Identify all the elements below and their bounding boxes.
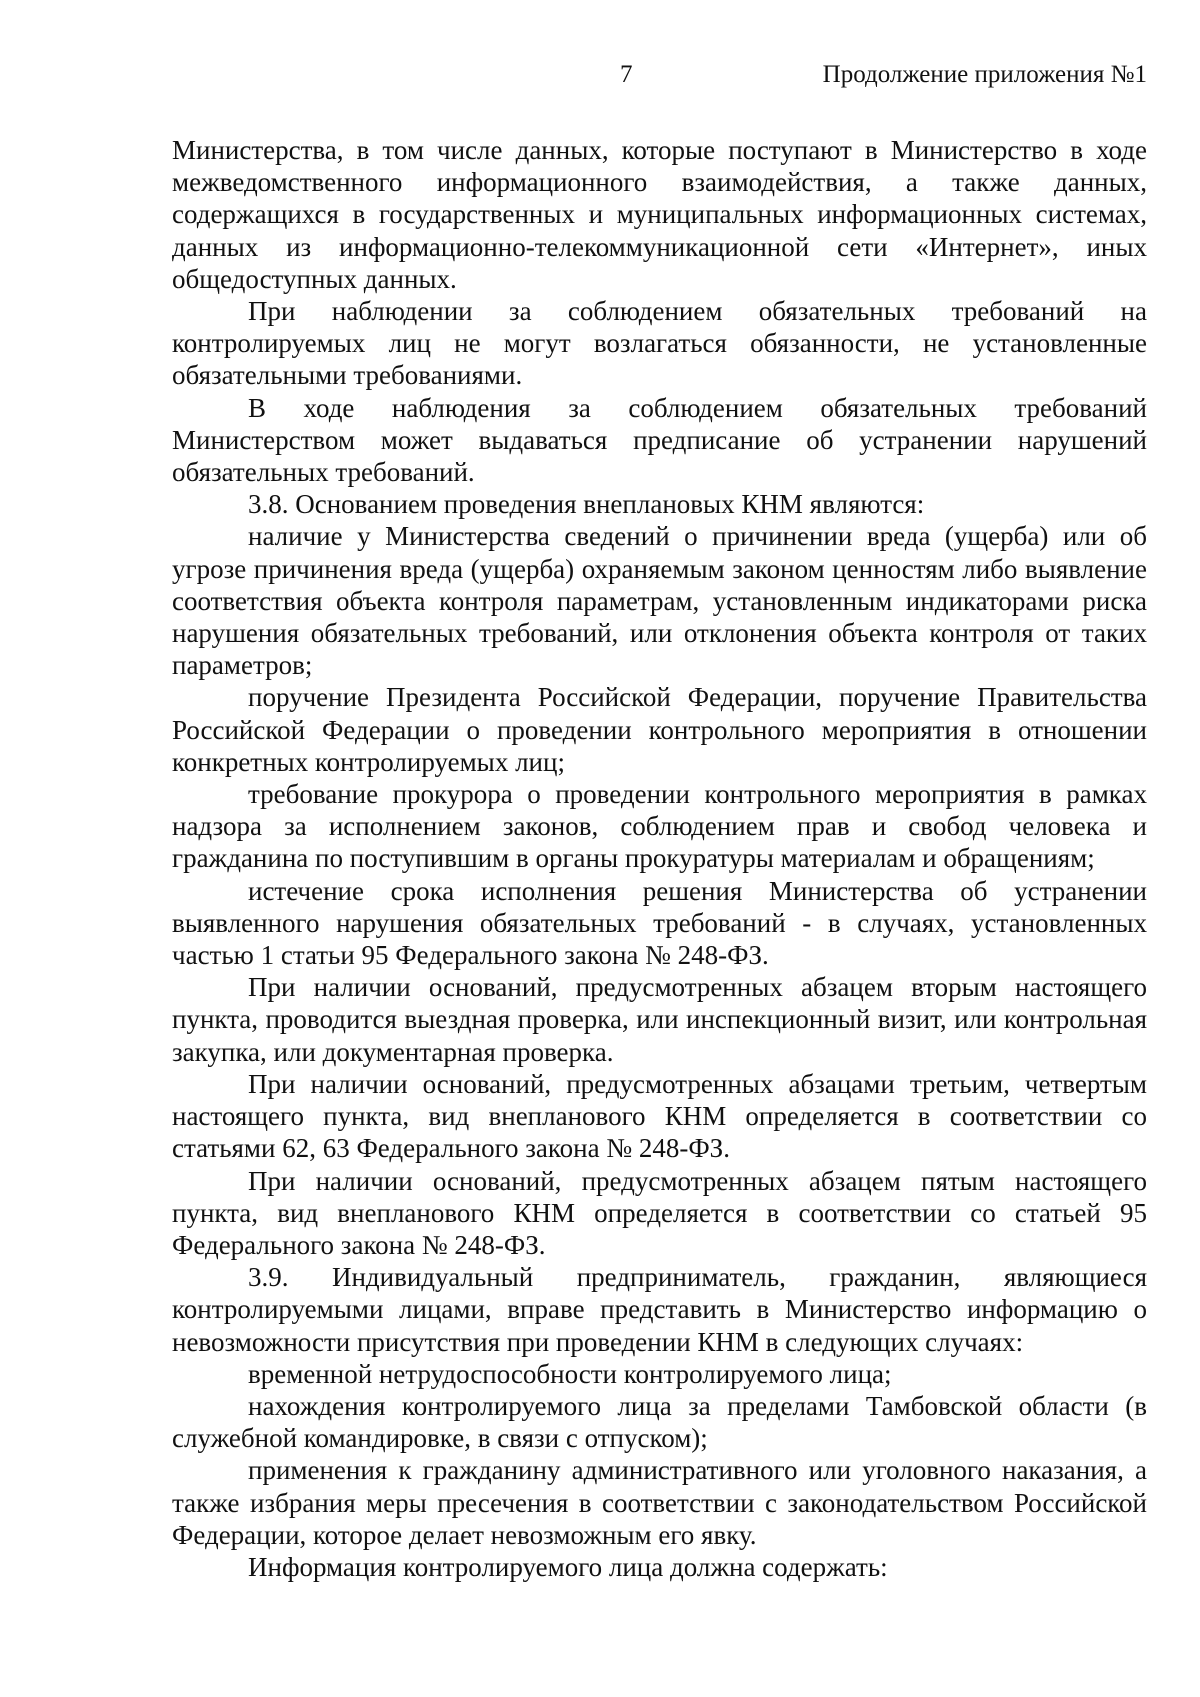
paragraph-prescription: В ходе наблюдения за соблюдением обязательных требований Министерством может выдаваться предписание об устранении нарушений обязательных требований.	[172, 392, 1147, 488]
paragraph-information-contents: Информация контролируемого лица должна содержать:	[248, 1551, 888, 1582]
section-3-9-intro: 3.9. Индивидуальный предприниматель, гражданин, являющиеся контролируемыми лицами, вправе представить в Министерство информацию о невозможности присутствия при проведении КНМ в следующих случаях:	[172, 1262, 1147, 1357]
paragraph-fifth-ground: При наличии оснований, предусмотренных абзацем пятым настоящего пункта, вид внепланового КНМ определяется в соответствии со статьей 95 Федерального закона № 248-ФЗ.	[172, 1165, 1147, 1260]
case-temporary-disability: временной нетрудоспособности контролируемого лица;	[248, 1358, 892, 1389]
page-number: 7	[620, 61, 633, 88]
appendix-continuation-note: Продолжение приложения №1	[822, 61, 1147, 88]
section-3-8-heading: 3.8. Основанием проведения внеплановых КНМ являются:	[248, 489, 925, 520]
case-outside-region: нахождения контролируемого лица за пределами Тамбовской области (в служебной командировке, в связи с отпуском);	[172, 1390, 1147, 1454]
ground-harm-information: наличие у Министерства сведений о причинении вреда (ущерба) или об угрозе причинения вреда (ущерба) охраняемым законом ценностям либо выявление соответствия объекта контроля параметрам, установленным индикаторами риска нарушения обязательных требований, или отклонения объекта контроля от таких параметров;	[172, 521, 1147, 681]
document-body	[172, 134, 1147, 1583]
ground-decision-expiry: истечение срока исполнения решения Министерства об устранении выявленного нарушения обязательных требований - в случаях, установленных частью 1 статьи 95 Федерального закона № 248-ФЗ.	[172, 875, 1147, 971]
paragraph-ministry-data-sources: Министерства, в том числе данных, которые поступают в Министерство в ходе межведомственного информационного взаимодействия, а также данных, содержащихся в государственных и муниципальных информационных системах, данных из информационно-телекоммуникационной сети «Интернет», иных общедоступных данных.	[172, 135, 1147, 294]
paragraph-no-extra-obligations: При наблюдении за соблюдением обязательных требований на контролируемых лиц не могут возлагаться обязанности, не установленные обязательными требованиями.	[172, 296, 1147, 391]
ground-prosecutor-request: требование прокурора о проведении контрольного мероприятия в рамках надзора за исполнением законов, соблюдением прав и свобод человека и гражданина по поступившим в органы прокуратуры материалам и обращениям;	[172, 779, 1147, 874]
case-punishment-measure: применения к гражданину административного или уголовного наказания, а также избрания меры пресечения в соответствии с законодательством Российской Федерации, которое делает невозможным его явку.	[172, 1455, 1147, 1550]
ground-president-order: поручение Президента Российской Федерации, поручение Правительства Российской Федерации о проведении контрольного мероприятия в отношении конкретных контролируемых лиц;	[172, 682, 1147, 777]
paragraph-third-fourth-grounds: При наличии оснований, предусмотренных абзацами третьим, четвертым настоящего пункта, вид внепланового КНМ определяется в соответствии со статьями 62, 63 Федерального закона № 248-ФЗ.	[172, 1068, 1147, 1164]
paragraph-second-ground-inspection: При наличии оснований, предусмотренных абзацем вторым настоящего пункта, проводится выездная проверка, или инспекционный визит, или контрольная закупка, или документарная проверка.	[172, 972, 1147, 1067]
